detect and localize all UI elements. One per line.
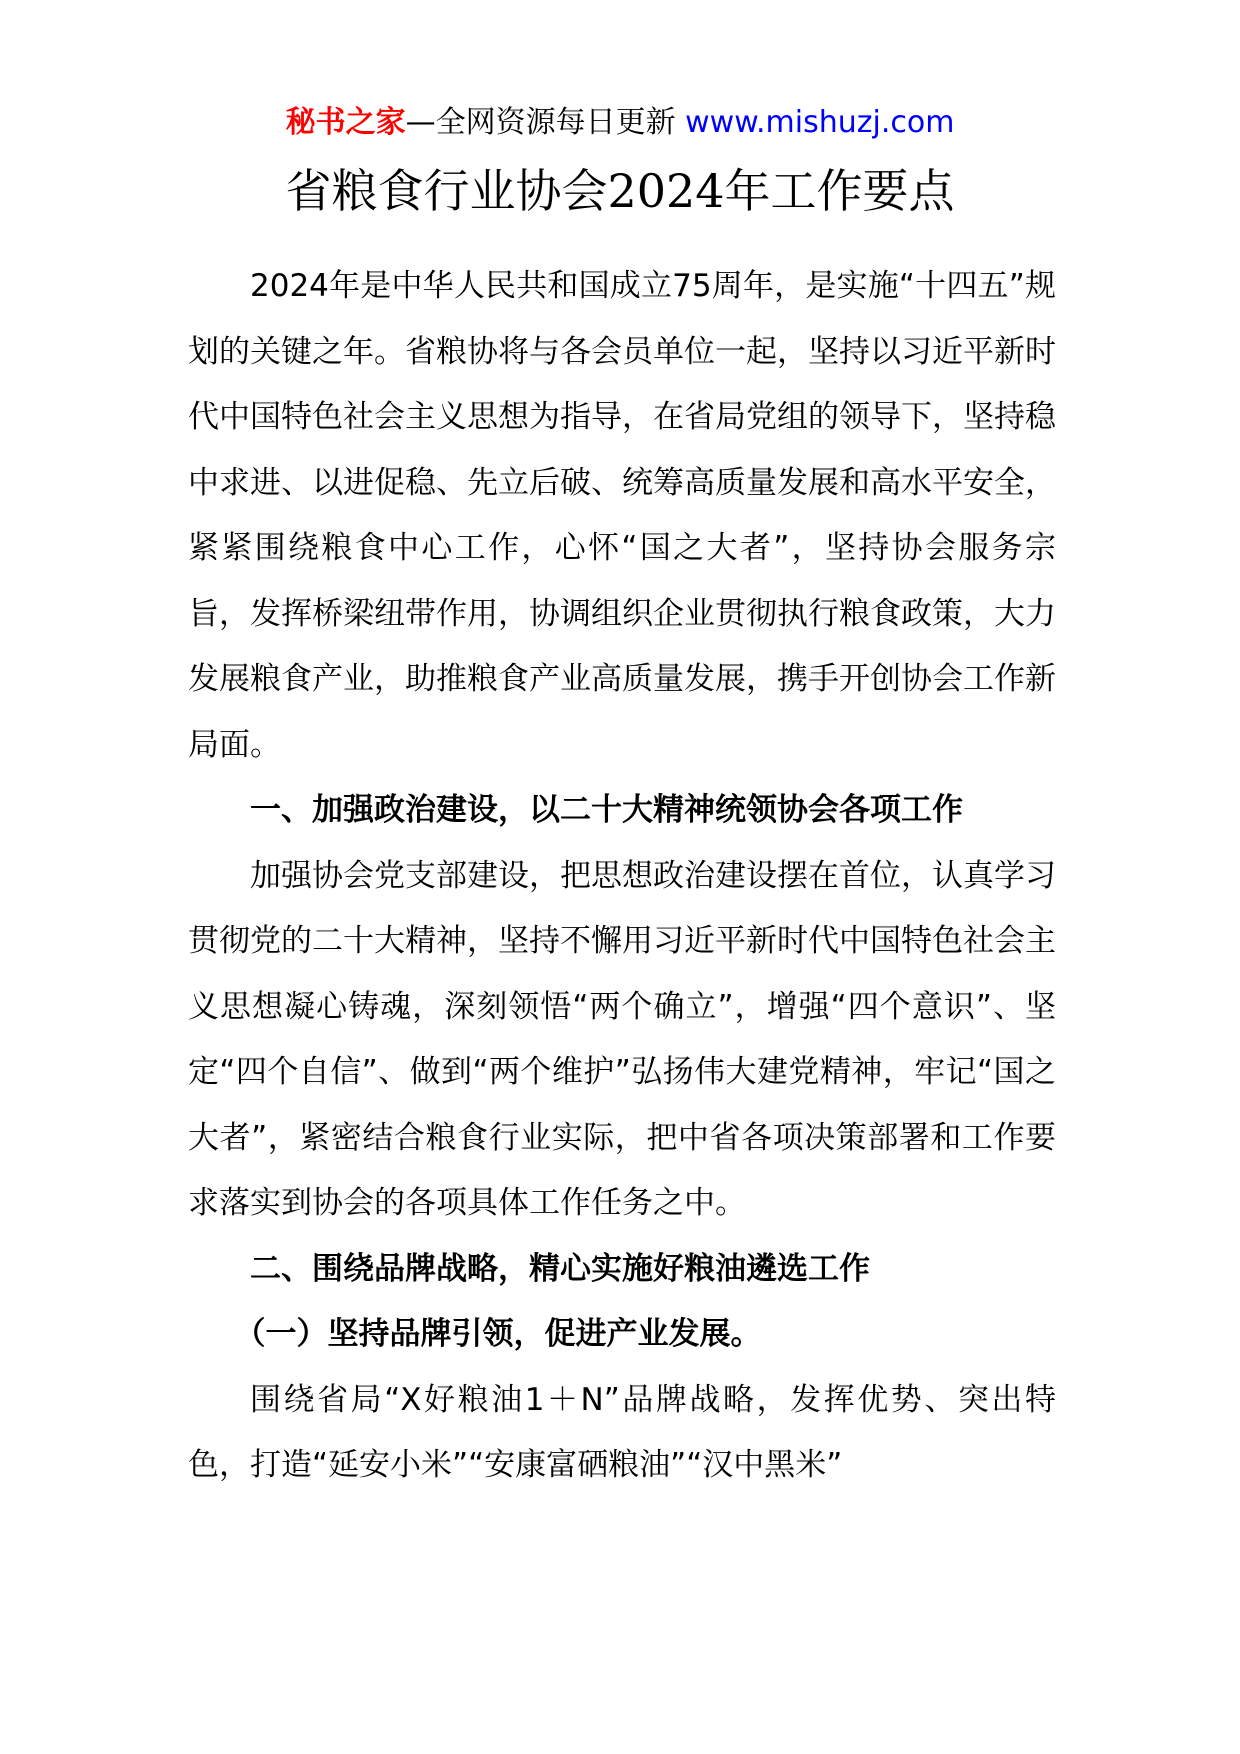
intro-paragraph: 2024年是中华人民共和国成立75周年，是实施“十四五”规划的关键之年。省粮协将与各会员单位一起，坚持以习近平新时代中国特色社会主义思想为指导，在省局党组的领导下，坚持稳中求进、以进促稳、先立后破、统筹高质量发展和高水平安全，紧紧围绕粮食中心工作，心怀“国之大者”，坚持协会服务宗旨，发挥桥梁纽带作用，协调组织企业贯彻执行粮食政策，大力发展粮食产业，助推粮食产业高质量发展，携手开创协会工作新局面。: [188, 268, 1056, 763]
title-part-1: 省粮食行业协会: [285, 164, 608, 218]
header-url-link[interactable]: www.mishuzj.com: [685, 105, 955, 140]
page-header: [0, 100, 1240, 146]
header-slogan: —全网资源每日更新: [405, 105, 686, 140]
document-title: [0, 158, 1240, 224]
section-1-heading: 一、加强政治建设，以二十大精神统领协会各项工作: [250, 792, 963, 828]
title-part-2: 年工作要点: [724, 164, 955, 218]
title-year: 2024: [607, 164, 725, 218]
section-2-sub-1-paragraph: 围绕省局“X好粮油1＋N”品牌战略，发挥优势、突出特色，打造“延安小米”“安康富硒粮油”“汉中黑米”: [188, 1381, 1056, 1483]
header-brand: 秘书之家: [285, 105, 406, 140]
section-1-paragraph: 加强协会党支部建设，把思想政治建设摆在首位，认真学习贯彻党的二十大精神，坚持不懈用习近平新时代中国特色社会主义思想凝心铸魂，深刻领悟“两个确立”，增强“四个意识”、坚定“四个自信”、做到“两个维护”弘扬伟大建党精神，牢记“国之大者”，紧密结合粮食行业实际，把中省各项决策部署和工作要求落实到协会的各项具体工作任务之中。: [188, 857, 1056, 1221]
section-2-heading: 二、围绕品牌战略，精心实施好粮油遴选工作: [250, 1250, 870, 1287]
document-body: [188, 254, 1056, 1499]
section-2-sub-1-heading: （一）坚持品牌引领，促进产业发展。: [234, 1316, 762, 1352]
